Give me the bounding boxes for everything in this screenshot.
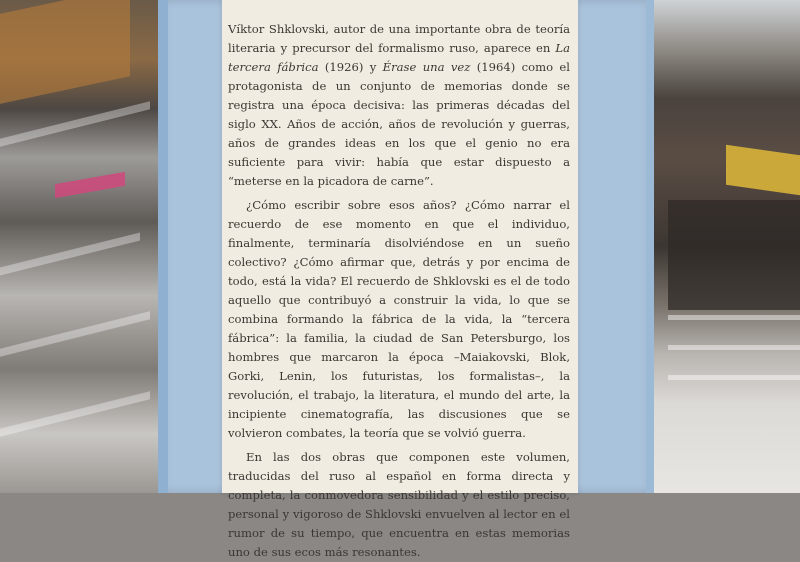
cover-edge-left <box>158 0 168 493</box>
paragraph-questions: ¿Cómo escribir sobre esos años? ¿Cómo narrar el recuerdo de ese momento en que el individuo, finalmente, terminaría disolviéndose en un sueño colectivo? ¿Cómo afirmar que, detrás y por encima de todo, está la vida? El recuerdo de Shklovski es el de todo aquello que contribuyó a construir la vida, lo que se combina formando la fábrica de la vida, la “tercera fábrica”: la familia, la ciudad de San Petersburgo, los hombres que marcaron la época –Maiakovski, Blok, Gorki, Lenin, los futuristas, los formalistas–, la revolución, el trabajo, la literatura, el mundo del arte, la incipiente cinematografía, las discusiones que se volvieron combates, la teoría que se volvió guerra. <box>228 198 570 440</box>
background-books-right <box>648 0 800 493</box>
blurred-book-orange <box>0 0 130 104</box>
blurred-book-stripe <box>0 391 150 436</box>
blurred-book-stripe <box>0 233 140 276</box>
cover-edge-right <box>646 0 654 493</box>
blurred-book-stripe <box>668 375 800 380</box>
intro-text-3: (1964) como el protagonista de un conjunto de memorias donde se registra una época decisiva: las primeras décadas del siglo XX. Años de acción, años de revolución y guerras, años de grandes ideas en los que el genio no era suficiente para vivir: había que estar dispuesto a “meterse en la picadora de carne”. <box>228 60 570 188</box>
background-books-left <box>0 0 160 493</box>
back-cover-blurb <box>228 20 570 562</box>
blurred-book-stripe <box>0 311 150 356</box>
book-title-tercera-fabrica: La tercera fábrica <box>228 41 570 74</box>
blurred-book-pink <box>55 172 125 198</box>
book-title-erase-una-vez: Érase una vez <box>382 60 471 74</box>
intro-text-2: (1926) y <box>318 60 383 74</box>
paragraph-closing: En las dos obras que componen este volumen, traducidas del ruso al español en forma directa y completa, la conmovedora sensibilidad y el estilo preciso, personal y vigoroso de Shklovski envuelven al lector en el rumor de su tiempo, que encuentra en estas memorias uno de sus ecos más resonantes. <box>228 450 570 559</box>
blurred-book-yellow <box>726 145 800 195</box>
intro-text-1: Víktor Shklovski, autor de una importante obra de teoría literaria y precursor del formalismo ruso, aparece en <box>228 22 570 55</box>
blurred-book-stack <box>668 200 800 310</box>
blurred-book-stripe <box>0 101 150 146</box>
blurred-book-stripe <box>668 315 800 320</box>
paragraph-intro <box>228 20 570 191</box>
blurred-book-stripe <box>668 345 800 350</box>
